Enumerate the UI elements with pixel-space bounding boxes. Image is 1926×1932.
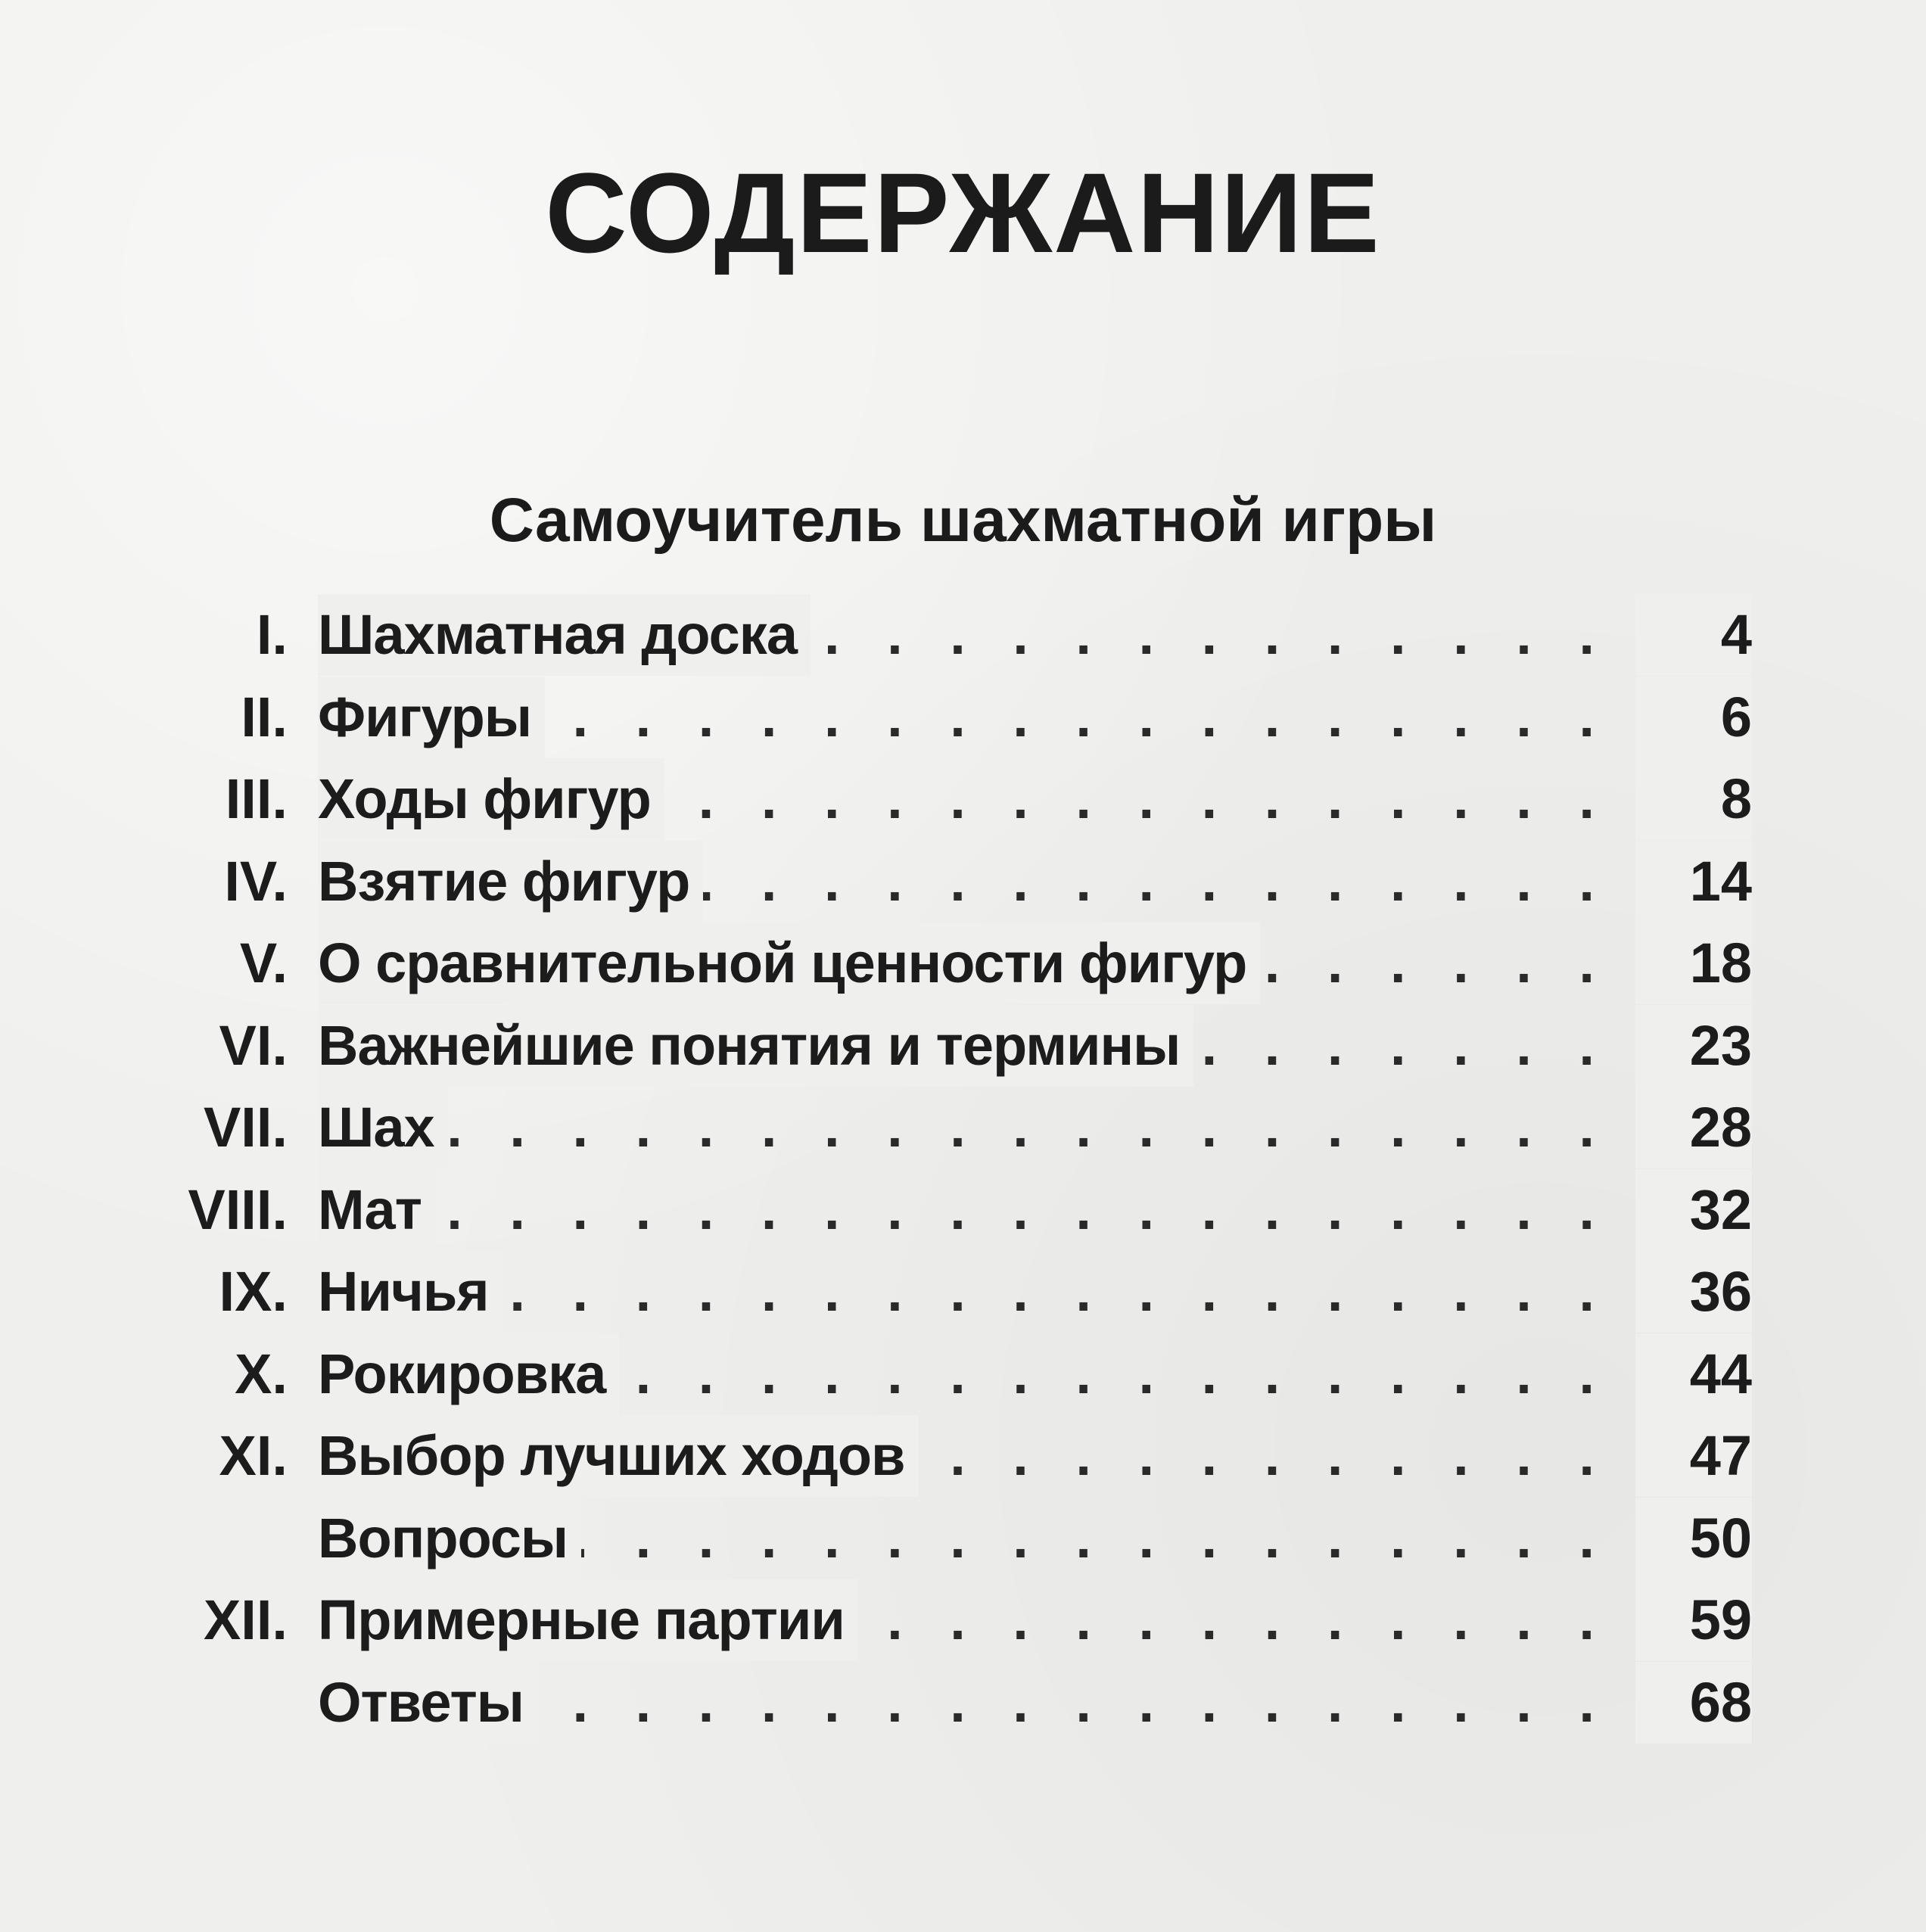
toc-entry-label: Мат: [318, 1169, 435, 1251]
toc-entry-9[interactable]: [0, 1251, 1926, 1333]
toc-entry-label: Шах: [318, 1087, 448, 1168]
toc-entry-label: Взятие фигур: [318, 841, 703, 922]
toc-entry-leader: [318, 1498, 1754, 1579]
toc-entry-leader: [318, 922, 1754, 1004]
toc-entry-10[interactable]: [0, 1333, 1926, 1416]
toc-entry-page: 4: [1635, 594, 1752, 676]
toc-entry-label: Шахматная доска: [318, 594, 811, 676]
page-title: СОДЕРЖАНИЕ: [545, 148, 1381, 276]
toc-entry-number: IV.: [224, 849, 288, 913]
toc-entry-label: Рокировка: [318, 1333, 619, 1415]
toc-entry-page: 68: [1635, 1662, 1752, 1744]
toc-entry-number: XI.: [219, 1424, 288, 1487]
toc-entry-leader: [318, 1005, 1754, 1087]
toc-entry-page: 23: [1635, 1005, 1752, 1087]
toc-entry-2[interactable]: [0, 677, 1926, 759]
toc-entry-number: VIII.: [188, 1178, 288, 1241]
toc-entry-4[interactable]: [0, 841, 1926, 923]
toc-entry-label: Вопросы: [318, 1498, 581, 1579]
toc-entry-number: I.: [256, 603, 288, 666]
toc-entry-leader: [318, 1169, 1754, 1251]
toc-entry-leader: [318, 1579, 1754, 1661]
toc-entry-13[interactable]: [0, 1579, 1926, 1662]
toc-entry-6[interactable]: [0, 1005, 1926, 1087]
toc-entry-number: X.: [235, 1342, 288, 1405]
toc-entry-14[interactable]: [0, 1662, 1926, 1744]
toc-entry-leader: [318, 1087, 1754, 1168]
toc-entry-leader: [318, 1251, 1754, 1333]
toc-entry-page: 6: [1635, 677, 1752, 758]
toc-entry-label: Фигуры: [318, 677, 545, 758]
toc-entry-number: II.: [241, 685, 288, 748]
toc-entry-label: Важнейшие понятия и термины: [318, 1005, 1193, 1087]
toc-entry-label: О сравнительной ценности фигур: [318, 922, 1260, 1004]
toc-entry-leader: [318, 758, 1754, 840]
toc-entry-label: Ходы фигур: [318, 758, 664, 840]
toc-entry-number: V.: [239, 932, 288, 994]
toc-entry-page: 8: [1635, 758, 1752, 840]
toc-entry-number: VI.: [219, 1013, 288, 1077]
toc-entry-label: Ничья: [318, 1251, 503, 1333]
toc-entry-page: 18: [1635, 922, 1752, 1004]
toc-entry-leader: [318, 1415, 1754, 1497]
toc-entry-leader: [318, 594, 1754, 676]
toc-entry-7[interactable]: [0, 1087, 1926, 1169]
toc-entry-page: 36: [1635, 1251, 1752, 1333]
section-title: Самоучитель шахматной игры: [489, 486, 1437, 555]
toc-entry-8[interactable]: [0, 1169, 1926, 1252]
table-of-contents: [0, 594, 1926, 1744]
toc-entry-label: Выбор лучших ходов: [318, 1415, 919, 1497]
toc-entry-leader: [318, 841, 1754, 922]
toc-entry-number: XII.: [203, 1588, 288, 1651]
toc-entry-page: 50: [1635, 1498, 1752, 1579]
toc-entry-label: Примерные партии: [318, 1579, 858, 1661]
toc-entry-12[interactable]: [0, 1498, 1926, 1580]
toc-entry-1[interactable]: [0, 594, 1926, 677]
toc-entry-number: III.: [225, 767, 288, 830]
toc-entry-11[interactable]: [0, 1415, 1926, 1498]
toc-entry-page: 14: [1635, 841, 1752, 922]
toc-entry-page: 28: [1635, 1087, 1752, 1168]
toc-entry-5[interactable]: [0, 922, 1926, 1005]
toc-entry-3[interactable]: [0, 758, 1926, 841]
toc-entry-page: 32: [1635, 1169, 1752, 1251]
toc-entry-page: 44: [1635, 1333, 1752, 1415]
toc-entry-number: VII.: [203, 1096, 288, 1159]
toc-entry-leader: [318, 1333, 1754, 1415]
toc-entry-page: 59: [1635, 1579, 1752, 1661]
toc-entry-label: Ответы: [318, 1662, 537, 1744]
toc-entry-leader: [318, 1662, 1754, 1744]
toc-entry-leader: [318, 677, 1754, 758]
toc-entry-number: IX.: [219, 1260, 288, 1323]
toc-entry-page: 47: [1635, 1415, 1752, 1497]
